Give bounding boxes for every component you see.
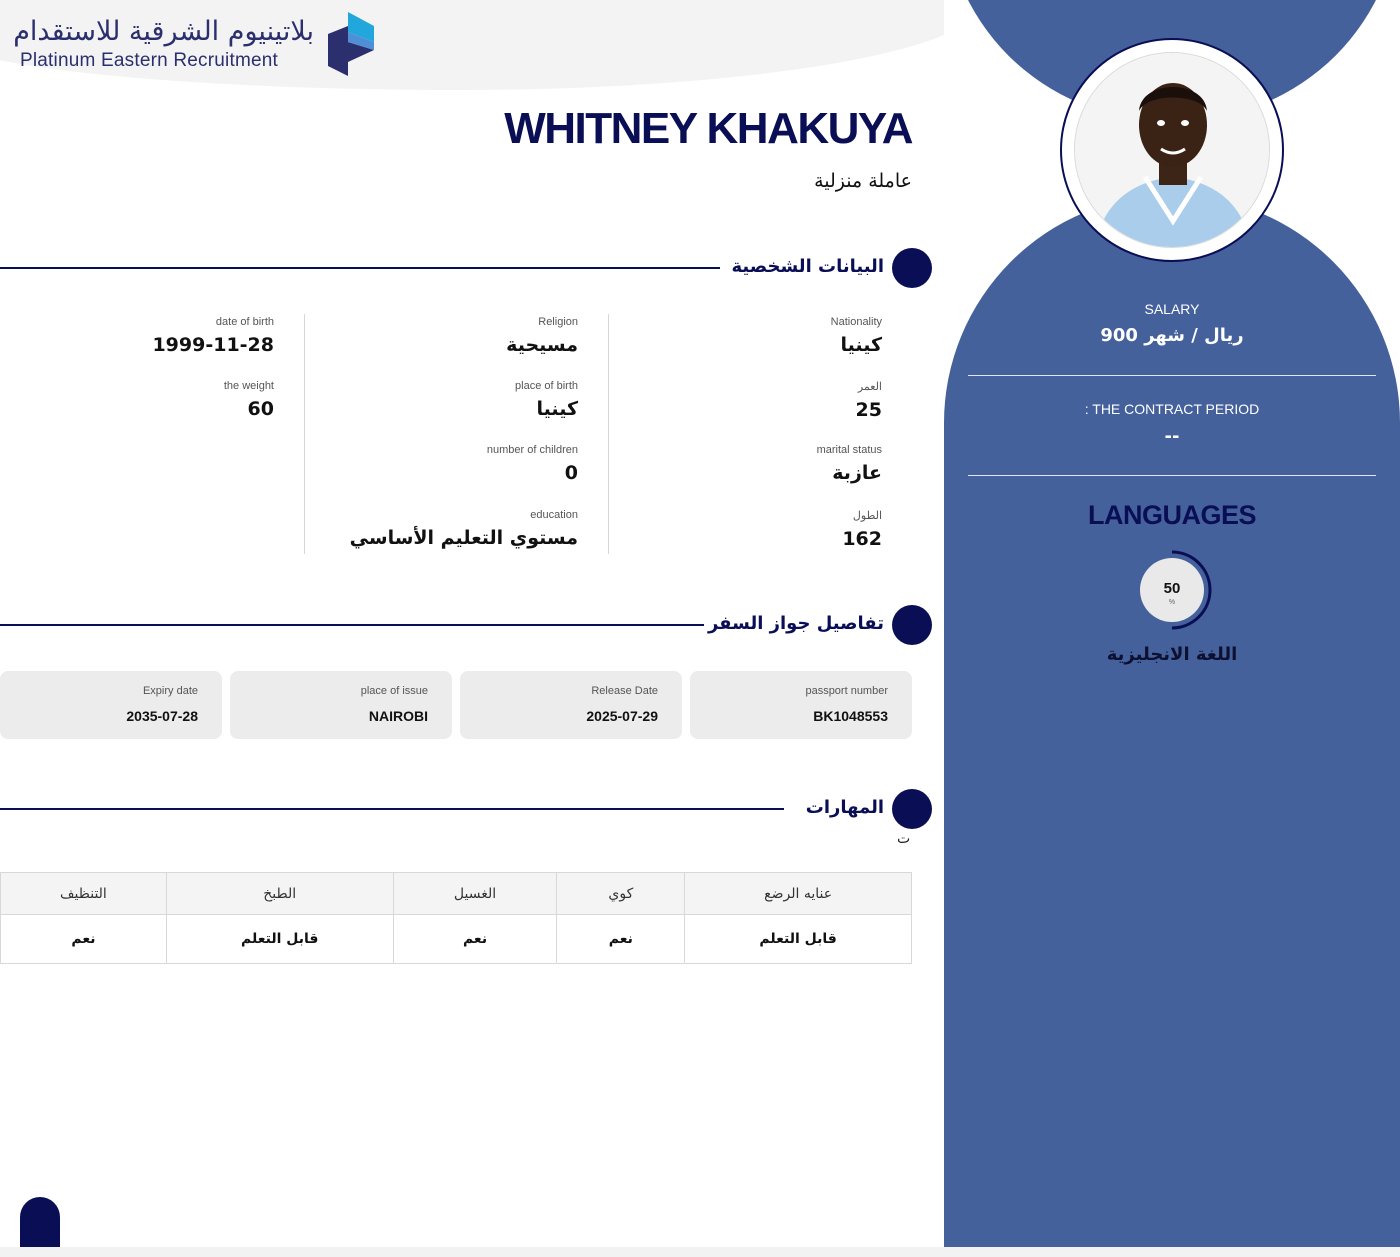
salary-value: 900 ريال / شهر (1100, 325, 1244, 346)
candidate-job-title: عاملة منزلية (814, 170, 912, 192)
field-height (842, 509, 882, 550)
card-label: passport number (805, 685, 888, 697)
table-cell: نعم (1, 915, 167, 964)
section-divider (0, 808, 784, 810)
field-value: عازبة (832, 462, 882, 484)
sidebar-body-shape (944, 195, 1400, 1247)
sidebar-divider (968, 475, 1376, 476)
field-label: date of birth (215, 316, 274, 328)
language-progress-ring (1135, 548, 1215, 632)
progress-percent-value: 50 (1163, 580, 1181, 597)
passport-expiry-date-card (0, 671, 222, 739)
section-marker (892, 605, 932, 645)
table-cell: قابل التعلم (166, 915, 393, 964)
contract-period-label: : THE CONTRACT PERIOD (1084, 401, 1260, 417)
table-header: الغسيل (393, 873, 557, 915)
table-row (1, 915, 912, 964)
field-education (350, 509, 578, 549)
progress-percent-sign: % (1168, 599, 1176, 606)
section-marker (892, 248, 932, 288)
field-label: Religion (538, 316, 578, 328)
candidate-name: WHITNEY KHAKUYA (504, 104, 912, 153)
personal-column-middle (304, 314, 608, 554)
card-value: 2025-07-29 (586, 708, 658, 724)
field-label: Nationality (830, 316, 882, 328)
sidebar-panel (944, 0, 1400, 1247)
candidate-photo-frame (1060, 38, 1284, 262)
field-value: 60 (247, 398, 274, 420)
field-place-of-birth (515, 380, 578, 420)
table-header-row (1, 873, 912, 915)
contract-period-value: -- (1164, 426, 1180, 447)
section-marker (892, 789, 932, 829)
field-label: العمر (857, 381, 882, 393)
person-avatar-icon (1075, 53, 1270, 248)
skills-note: ت (897, 831, 911, 847)
field-value: كينيا (536, 398, 578, 420)
table-header: عنايه الرضع (685, 873, 912, 915)
language-name: اللغة الانجليزية (1106, 644, 1238, 665)
field-label: the weight (223, 380, 274, 392)
table-header: كوي (557, 873, 685, 915)
field-date-of-birth (152, 316, 274, 356)
passport-place-of-issue-card (230, 671, 452, 739)
field-marital-status (817, 444, 882, 484)
field-value: 162 (842, 528, 882, 550)
logo-arabic-name: بلاتينيوم الشرقية للاستقدام (13, 16, 314, 47)
candidate-photo (1074, 52, 1270, 248)
field-number-of-children (487, 444, 578, 484)
personal-column-left (0, 314, 304, 554)
card-value: BK1048553 (813, 708, 888, 724)
field-age (856, 380, 882, 421)
table-cell: نعم (393, 915, 557, 964)
field-value: 1999-11-28 (152, 334, 274, 356)
personal-column-right (608, 314, 912, 554)
footer-tab (20, 1197, 60, 1247)
table-cell: نعم (557, 915, 685, 964)
section-divider (0, 267, 720, 269)
card-value: 2035-07-28 (126, 708, 198, 724)
field-weight (224, 380, 274, 420)
passport-release-date-card (460, 671, 682, 739)
field-value: كينيا (840, 334, 882, 356)
field-label: place of birth (515, 380, 578, 392)
field-religion (506, 316, 578, 356)
field-nationality (831, 316, 882, 356)
card-value: NAIROBI (368, 708, 428, 724)
field-value: 0 (564, 462, 578, 484)
section-divider (0, 624, 704, 626)
table-header: التنظيف (1, 873, 167, 915)
table-header: الطبخ (166, 873, 393, 915)
sidebar-divider (968, 375, 1376, 376)
card-label: Expiry date (142, 685, 198, 697)
languages-title: LANGUAGES (1087, 500, 1256, 530)
field-label: education (530, 509, 578, 521)
salary-label: SALARY (1144, 301, 1200, 317)
field-value: 25 (855, 399, 882, 421)
field-label: number of children (486, 444, 578, 456)
passport-number-card (690, 671, 912, 739)
field-value: مستوي التعليم الأساسي (349, 527, 578, 549)
field-value: مسيحية (506, 334, 578, 356)
personal-section-title: البيانات الشخصية (731, 256, 884, 277)
company-logo-icon (326, 12, 376, 76)
logo-english-name: Platinum Eastern Recruitment (20, 50, 278, 71)
card-label: place of issue (360, 685, 428, 697)
table-cell: قابل التعلم (685, 915, 912, 964)
skills-table (0, 872, 912, 964)
passport-section-title: تفاصيل جواز السفر (707, 613, 884, 634)
skills-section-title: المهارات (805, 797, 884, 818)
card-label: Release Date (591, 685, 658, 697)
field-label: الطول (852, 510, 882, 522)
field-label: marital status (816, 444, 882, 456)
